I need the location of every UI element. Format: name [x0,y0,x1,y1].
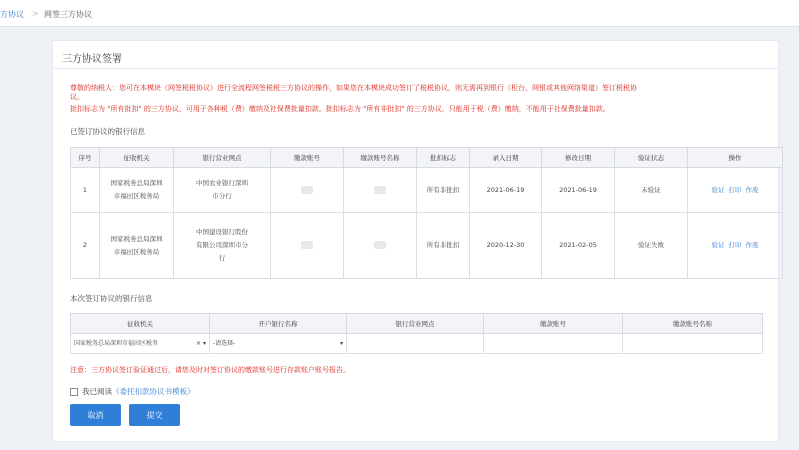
col-header-entry-date: 录入日期 [470,148,542,168]
col-header-account-name: 缴款账号名称 [344,148,417,168]
table-row [71,168,783,213]
print-link[interactable]: 打印 [728,185,742,194]
table-row [71,334,763,354]
col-header-modify-date: 修改日期 [542,148,615,168]
row-bank-line: 中国农业银行深圳 [196,179,248,187]
clear-icon[interactable]: × [196,340,202,347]
signed-section-title: 已签订协议的银行信息 [70,127,145,136]
redacted-block [301,241,313,249]
col-header-index: 序号 [71,148,100,168]
row-bank-line: 有限公司深圳市分 [196,241,248,249]
print-link[interactable]: 打印 [728,241,742,249]
row-actions [688,168,783,213]
title-divider [52,68,779,69]
account-name-field[interactable] [623,334,763,354]
notice-line-2: 议。 [70,93,84,101]
col-header-actions: 操作 [688,148,783,168]
col-header-bank-branch: 银行营业网点 [347,314,484,334]
void-link[interactable]: 作废 [745,185,759,194]
col-header-bank-name: 开户银行名称 [210,314,347,334]
row-bank-branch [174,213,271,279]
row-status: 验证失败 [615,213,688,279]
row-account-name [344,213,417,279]
signed-agreements-table [70,147,783,279]
col-header-authority: 征收机关 [100,148,174,168]
row-batch-flag: 所有非批扣 [417,168,470,213]
notice-warning: 注意：三方协议签订验证通过后，请您及时对签订协议的缴款账号进行存款账户账号报告。 [70,366,350,374]
row-modify-date: 2021-06-19 [542,168,615,213]
col-header-account-name: 缴款账号名称 [623,314,763,334]
breadcrumb-bar [0,0,799,27]
row-authority-line: 国家税务总局深圳 [110,179,163,187]
row-account [271,213,344,279]
row-authority-line: 国家税务总局深圳 [110,234,163,243]
row-index: 1 [71,168,100,213]
row-batch-flag: 所有非批扣 [417,213,470,279]
row-authority-line: 市福田区税务局 [113,247,160,256]
col-header-account: 缴款账号 [271,148,344,168]
row-account [271,168,344,213]
agree-checkbox[interactable] [70,388,78,396]
bank-select-cell [210,334,347,354]
agreement-row [70,386,195,397]
row-authority-line: 市福田区税务局 [113,192,160,200]
table-row [71,213,783,279]
breadcrumb-separator: > [32,9,39,18]
redacted-block [374,241,386,249]
agree-label: 我已阅读 [82,387,112,396]
chevron-down-icon: ▾ [202,340,206,347]
col-header-bank-branch: 银行营业网点 [174,148,271,168]
table-header-row [71,148,783,168]
account-field[interactable] [484,334,623,354]
table-header-row [71,314,763,334]
authority-select-cell [71,334,210,354]
chevron-down-icon: ▾ [339,340,343,347]
col-header-authority: 征收机关 [71,314,210,334]
new-agreement-table [70,313,763,354]
authority-select[interactable] [71,334,209,353]
verify-link[interactable]: 验证 [711,241,725,249]
bank-select-placeholder: -请选择- [213,340,236,347]
verify-link[interactable]: 验证 [711,185,725,194]
redacted-block [301,186,313,194]
new-section-title: 本次签订协议的银行信息 [70,294,153,303]
breadcrumb-item-parent[interactable]: 方协议 [0,10,24,19]
row-modify-date: 2021-02-05 [542,213,615,279]
row-status: 未验证 [615,168,688,213]
row-authority [100,168,174,213]
redacted-block [374,186,386,194]
row-bank-line: 行 [218,254,226,262]
bank-select[interactable] [210,334,346,353]
bank-branch-field[interactable] [347,334,484,354]
row-bank-line: 市分行 [212,192,232,200]
row-account-name [344,168,417,213]
breadcrumb-item-current: 网签三方协议 [44,10,92,19]
notice-line-1: 尊敬的纳税人：您可在本模块（网签税税协议）进行全流程网签税税三方协议的操作，如果您在本模块成功签订了税税协议，则无需再到银行（柜台、网银或其他网络渠道）签订税税协 [70,84,637,92]
select-controls [196,337,206,350]
page-title: 三方协议签署 [62,54,122,65]
authority-select-value: 国家税务总局深圳市福田区税务 [74,340,159,347]
template-link[interactable]: 《委托扣款协议书模板》 [112,387,195,396]
row-bank-branch [174,168,271,213]
row-entry-date: 2020-12-30 [470,213,542,279]
submit-button[interactable]: 提交 [129,404,180,426]
col-header-batch-flag: 批扣标志 [417,148,470,168]
row-actions [688,213,783,279]
cancel-button[interactable]: 取消 [70,404,121,426]
row-authority [100,213,174,279]
notice-line-3: 批扣标志为 "所有批扣" 的三方协议，可用于各种税（费）缴纳及社保费批量扣款。批扣标志为 "所有非批扣" 的三方协议，只能用于税（费）缴纳，不能用于社保费批量扣款。 [70,105,610,113]
row-entry-date: 2021-06-19 [470,168,542,213]
row-bank-line: 中国建设银行股份 [196,228,248,236]
void-link[interactable]: 作废 [745,241,759,249]
col-header-account: 缴款账号 [484,314,623,334]
col-header-status: 验证状态 [615,148,688,168]
row-index: 2 [71,213,100,279]
